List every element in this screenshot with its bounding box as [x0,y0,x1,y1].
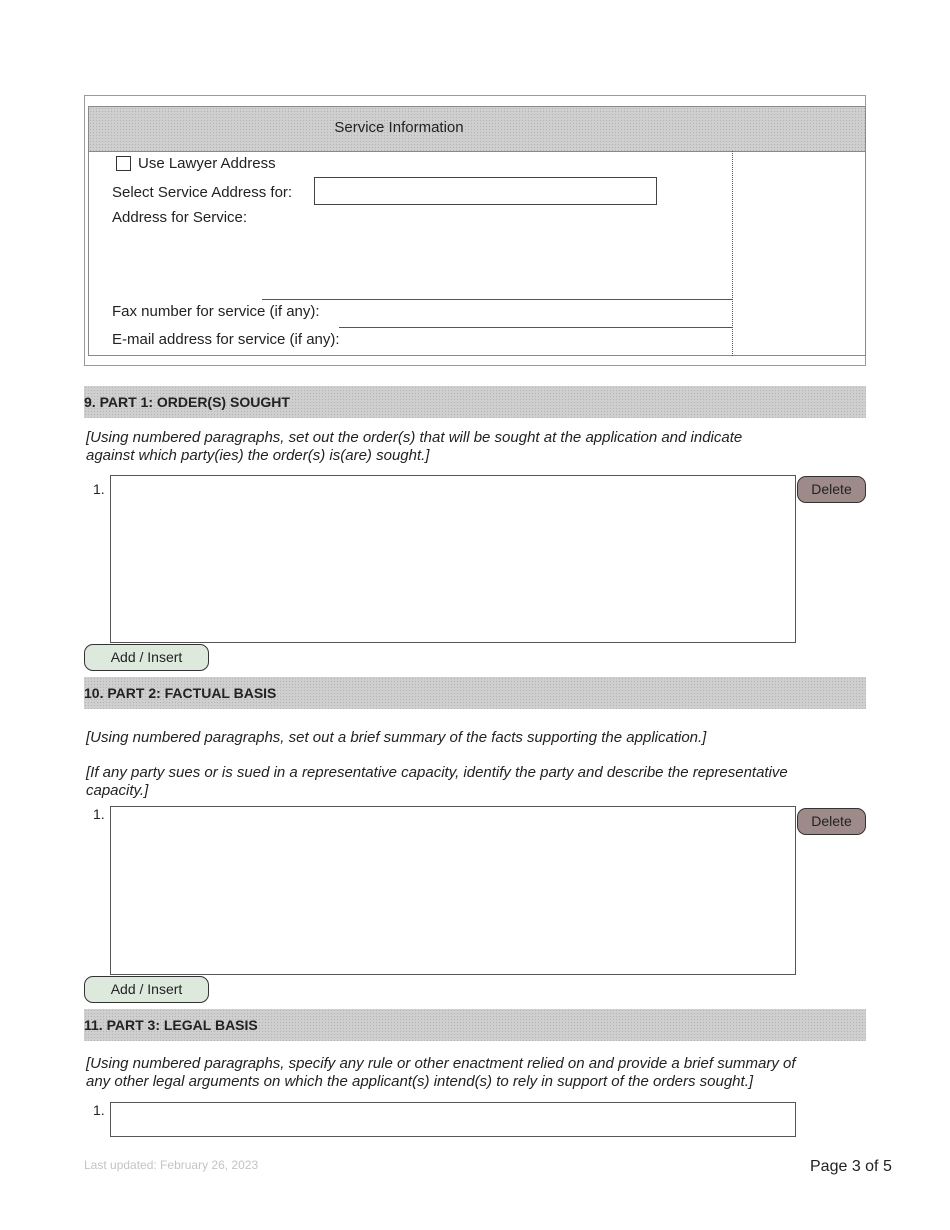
part2-delete-button[interactable]: Delete [797,808,866,835]
fax-number-field[interactable] [339,327,732,328]
part3-item-number: 1. [93,1102,105,1118]
service-column-divider [732,151,734,356]
part2-heading: 10. PART 2: FACTUAL BASIS [84,685,277,701]
email-address-label: E-mail address for service (if any): [112,331,340,348]
use-lawyer-address-label: Use Lawyer Address [138,155,276,172]
part1-heading-bar [84,386,866,418]
part1-instruction: [Using numbered paragraphs, set out the order(s) that will be sought at the application and indicate against which party(ies) the order(s) is(are) sought.] [86,429,743,464]
part2-item-number: 1. [93,806,105,822]
fax-underline-top [262,299,732,300]
part2-heading-bar [84,677,866,709]
service-information-title: Service Information [334,119,464,136]
last-updated: Last updated: February 26, 2023 [84,1158,259,1172]
service-information-header [89,107,865,152]
select-service-address-field[interactable] [314,177,657,205]
part3-heading: 11. PART 3: LEGAL BASIS [84,1017,258,1033]
part3-instruction: [Using numbered paragraphs, specify any rule or other enactment relied on and provide a brief summary of any other legal arguments on which the applicant(s) intend(s) to rely in support of the orders sought.] [86,1055,796,1090]
part1-delete-button[interactable]: Delete [797,476,866,503]
part2-facts-textarea[interactable] [110,806,796,975]
part2-instruction-representative: [If any party sues or is sued in a representative capacity, identify the party and describe the representative capacity.] [86,764,788,799]
part1-order-textarea[interactable] [110,475,796,643]
part3-legal-textarea[interactable] [110,1102,796,1137]
part1-item-number: 1. [93,481,105,497]
part1-add-insert-button[interactable]: Add / Insert [84,644,209,671]
select-service-address-label: Select Service Address for: [112,184,293,201]
page-number: Page 3 of 5 [810,1158,892,1175]
part2-instruction-summary: [Using numbered paragraphs, set out a brief summary of the facts supporting the application.] [86,729,707,746]
part1-heading: 9. PART 1: ORDER(S) SOUGHT [84,394,290,410]
use-lawyer-address-checkbox[interactable] [116,156,131,171]
address-for-service-label: Address for Service: [112,209,248,226]
fax-number-label: Fax number for service (if any): [112,303,320,320]
part2-add-insert-button[interactable]: Add / Insert [84,976,209,1003]
part3-heading-bar [84,1009,866,1041]
